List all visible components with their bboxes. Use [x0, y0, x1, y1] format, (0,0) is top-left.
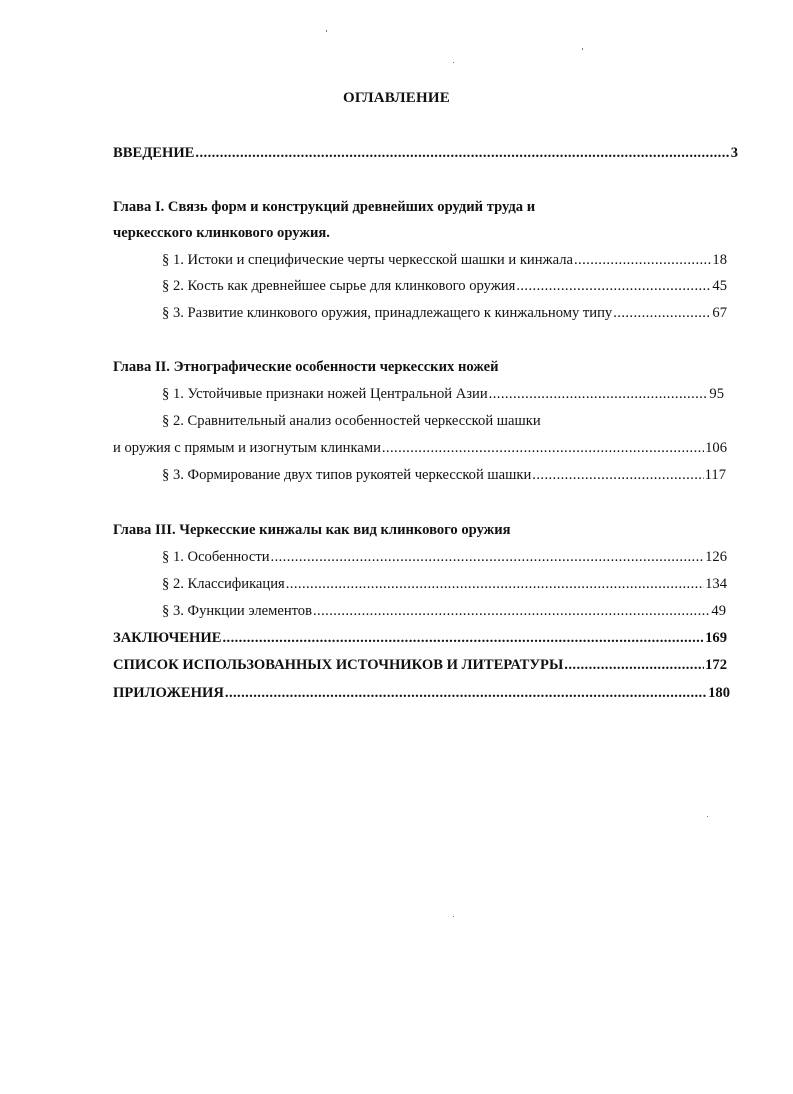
toc-page-number: 169: [705, 630, 727, 646]
toc-entry-1-2[interactable]: [162, 277, 727, 295]
toc-entry-2-2[interactable]: [113, 439, 727, 457]
dot-leader: [489, 385, 709, 403]
toc-entry-3-1[interactable]: [162, 548, 727, 566]
toc-entry-label: § 1. Истоки и специфические черты черкесской шашки и кинжала: [162, 252, 573, 268]
toc-entry-label: § 3. Формирование двух типов рукоятей черкесской шашки: [162, 467, 532, 483]
toc-page-number: 126: [705, 549, 727, 565]
toc-page-number: 134: [705, 576, 727, 592]
dot-leader: [286, 575, 704, 593]
toc-page-number: 49: [711, 603, 726, 619]
toc-page-number: 67: [712, 305, 727, 321]
toc-page-number: 180: [708, 685, 730, 701]
scan-speck: [326, 30, 327, 32]
toc-entry-1-3[interactable]: [162, 304, 727, 322]
dot-leader: [195, 144, 729, 162]
scan-speck: [582, 48, 583, 50]
toc-entry-label: § 1. Устойчивые признаки ножей Центральной Азии: [162, 386, 488, 402]
dot-leader: [613, 304, 711, 322]
toc-entry-conclusion[interactable]: [113, 629, 727, 647]
toc-entry-label: ЗАКЛЮЧЕНИЕ: [113, 630, 222, 646]
chapter-2-heading: Глава II. Этнографические особенности черкесских ножей: [113, 359, 499, 375]
toc-entry-continuation: и оружия с прямым и изогнутым клинками: [113, 440, 381, 456]
scan-speck: [453, 62, 454, 63]
toc-entry-appendices[interactable]: [113, 684, 730, 702]
scan-speck: [453, 916, 454, 917]
toc-entry-label: § 2. Кость как древнейшее сырье для клинкового оружия: [162, 278, 516, 294]
toc-entry-3-2[interactable]: [162, 575, 727, 593]
toc-entry-label: § 1. Особенности: [162, 549, 270, 565]
toc-entry-label: § 3. Развитие клинкового оружия, принадлежащего к кинжальному типу: [162, 305, 613, 321]
toc-page-number: 106: [705, 440, 727, 456]
dot-leader: [271, 548, 705, 566]
toc-page-number: 95: [709, 386, 724, 402]
toc-entry-2-2-label[interactable]: § 2. Сравнительный анализ особенностей черкесской шашки: [162, 413, 541, 429]
toc-entry-label: § 2. Классификация: [162, 576, 285, 592]
scan-speck: [707, 816, 708, 817]
chapter-1-heading: Глава I. Связь форм и конструкций древнейших орудий труда и: [113, 199, 536, 215]
dot-leader: [222, 629, 704, 647]
toc-page-number: 3: [730, 145, 738, 161]
dot-leader: [564, 656, 704, 674]
toc-entry-label: СПИСОК ИСПОЛЬЗОВАННЫХ ИСТОЧНИКОВ И ЛИТЕРАТУРЫ: [113, 657, 564, 673]
toc-entry-1-1[interactable]: [162, 251, 727, 269]
toc-entry-2-3[interactable]: [162, 466, 726, 484]
toc-page-number: 45: [712, 278, 727, 294]
dot-leader: [382, 439, 704, 457]
dot-leader: [532, 466, 703, 484]
dot-leader: [313, 602, 710, 620]
toc-entry-label: § 3. Функции элементов: [162, 603, 312, 619]
toc-page-number: 18: [712, 252, 727, 268]
toc-entry-3-3[interactable]: [162, 602, 726, 620]
toc-page-number: 117: [704, 467, 726, 483]
chapter-1-heading-cont: черкесского клинкового оружия.: [113, 225, 330, 241]
toc-title: ОГЛАВЛЕНИЕ: [343, 90, 450, 106]
toc-page-number: 172: [705, 657, 727, 673]
dot-leader: [225, 684, 707, 702]
chapter-3-heading: Глава III. Черкесские кинжалы как вид клинкового оружия: [113, 522, 511, 538]
dot-leader: [574, 251, 711, 269]
toc-entry-label: ВВЕДЕНИЕ: [113, 145, 195, 161]
toc-entry-2-1[interactable]: [162, 385, 724, 403]
dot-leader: [516, 277, 711, 295]
toc-entry-references[interactable]: [113, 656, 727, 674]
toc-entry-label: ПРИЛОЖЕНИЯ: [113, 685, 224, 701]
toc-entry-intro[interactable]: [113, 144, 738, 162]
